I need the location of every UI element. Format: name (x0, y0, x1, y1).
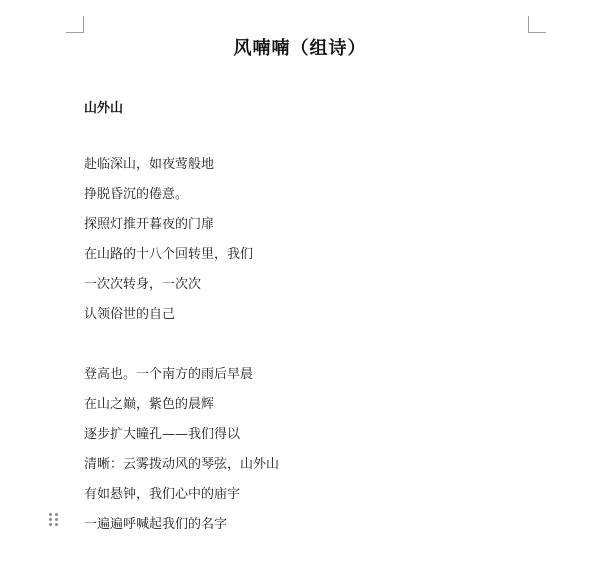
drag-dot (49, 513, 52, 516)
stanza-2 (84, 367, 279, 547)
document-title[interactable]: 风喃喃（组诗） (233, 38, 367, 59)
poem-line[interactable]: 探照灯推开暮夜的门扉 (84, 217, 215, 232)
poem-line[interactable]: 清晰：云雾拨动风的琴弦，山外山 (84, 457, 280, 472)
poem-line[interactable]: 一次次转身，一次次 (84, 277, 202, 292)
drag-dot (49, 518, 52, 521)
poem-line[interactable]: 逐步扩大瞳孔——我们得以 (84, 427, 241, 442)
drag-dot (55, 523, 58, 526)
drag-dot (49, 523, 52, 526)
drag-handle-icon[interactable] (49, 513, 59, 527)
stanza-1 (84, 157, 253, 337)
poem-line[interactable]: 在山路的十八个回转里，我们 (84, 247, 254, 262)
poem-line[interactable]: 赴临深山，如夜莺般地 (84, 157, 215, 172)
poem-line[interactable]: 在山之巅，紫色的晨辉 (84, 397, 215, 412)
section-title[interactable]: 山外山 (84, 101, 124, 116)
poem-line[interactable]: 一遍遍呼喊起我们的名字 (84, 517, 228, 532)
poem-line[interactable]: 挣脱昏沉的倦意。 (84, 187, 189, 202)
drag-dot (55, 518, 58, 521)
poem-line[interactable]: 认领俗世的自己 (84, 307, 176, 322)
page-corner-mark-top-left (66, 16, 84, 33)
poem-line[interactable]: 有如悬钟，我们心中的庙宇 (84, 487, 241, 502)
drag-dot (55, 513, 58, 516)
poem-line[interactable]: 登高也。一个南方的雨后早晨 (84, 367, 254, 382)
page-corner-mark-top-right (528, 16, 546, 33)
